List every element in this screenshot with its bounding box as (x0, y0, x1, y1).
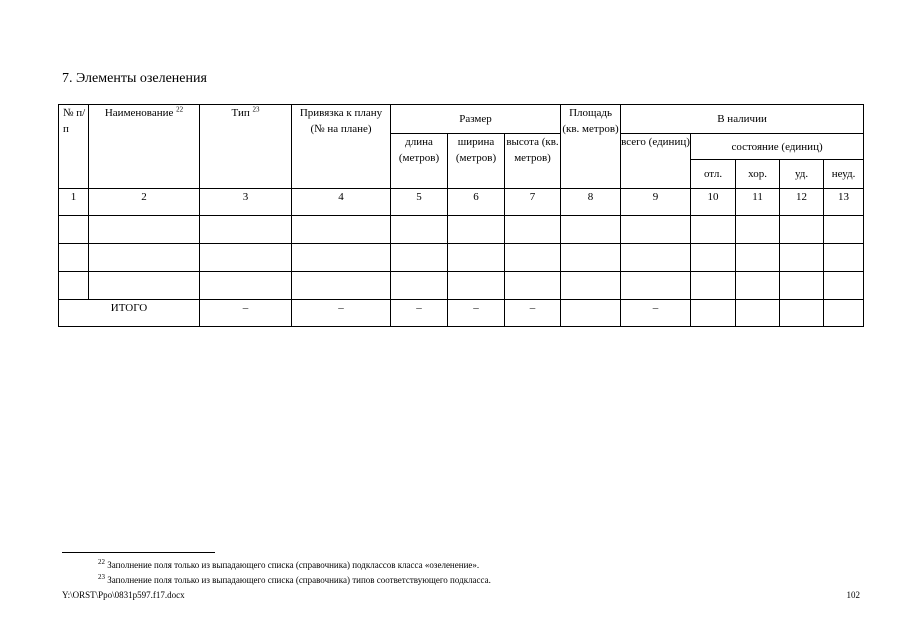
table-cell (505, 216, 561, 244)
table-cell (89, 216, 200, 244)
table-cell (780, 216, 824, 244)
column-number-cell: 6 (448, 189, 505, 216)
total-dash: – (200, 300, 292, 327)
header-width: ширина (метров) (448, 134, 505, 189)
table-cell (561, 216, 621, 244)
section-title: 7. Элементы озеленения (62, 71, 207, 86)
table-cell (691, 300, 736, 327)
footnote-23 (98, 575, 491, 585)
column-number-cell: 5 (391, 189, 448, 216)
total-dash: – (448, 300, 505, 327)
column-number-cell: 3 (200, 189, 292, 216)
greenery-table (58, 104, 864, 327)
table-cell (448, 244, 505, 272)
table-cell (824, 272, 864, 300)
table-cell (736, 244, 780, 272)
table-cell (448, 216, 505, 244)
column-number-row (59, 189, 864, 216)
column-number-cell: 8 (561, 189, 621, 216)
table-cell (89, 272, 200, 300)
table-cell (505, 244, 561, 272)
table-cell (391, 244, 448, 272)
table-cell (780, 300, 824, 327)
table-cell (200, 272, 292, 300)
column-number-cell: 12 (780, 189, 824, 216)
table-cell (736, 272, 780, 300)
table-cell (292, 244, 391, 272)
footnote-separator (62, 552, 215, 553)
table-cell (691, 272, 736, 300)
footnote-ref-22: 22 (176, 105, 184, 114)
table-cell (448, 272, 505, 300)
table-row (59, 244, 864, 272)
table-cell (561, 300, 621, 327)
header-name-label: Наименование (104, 107, 174, 119)
table-cell (621, 216, 691, 244)
table-cell (391, 216, 448, 244)
header-length: длина (метров) (391, 134, 448, 189)
header-binding: Привязка к плану (№ на плане) (292, 105, 391, 189)
table-cell (621, 244, 691, 272)
table-cell (561, 272, 621, 300)
header-good: хор. (736, 160, 780, 189)
table-cell (736, 300, 780, 327)
table-cell (824, 244, 864, 272)
total-dash: – (621, 300, 691, 327)
table-cell (292, 272, 391, 300)
table-cell (391, 272, 448, 300)
table-cell (59, 216, 89, 244)
header-condition: состояние (единиц) (691, 134, 864, 160)
table-cell (59, 244, 89, 272)
table-cell (292, 216, 391, 244)
table-cell (691, 244, 736, 272)
table-cell (200, 244, 292, 272)
table-cell (691, 216, 736, 244)
header-name (89, 105, 200, 189)
column-number-cell: 4 (292, 189, 391, 216)
header-num: № п/п (59, 105, 89, 189)
header-total-units: всего (единиц) (621, 134, 691, 189)
header-height: высота (кв. метров) (505, 134, 561, 189)
table-row (59, 216, 864, 244)
table-cell (824, 216, 864, 244)
table-cell (505, 272, 561, 300)
column-number-cell: 7 (505, 189, 561, 216)
table-cell (561, 244, 621, 272)
footnote-text: Заполнение поля только из выпадающего списка (справочника) типов соответствующего подкласса. (107, 575, 491, 585)
document-path: Y:\ORST\Ppo\0831p597.f17.docx (62, 590, 185, 600)
column-number-cell: 9 (621, 189, 691, 216)
header-excellent: отл. (691, 160, 736, 189)
header-type (200, 105, 292, 189)
total-label: ИТОГО (59, 300, 200, 327)
table-cell (780, 272, 824, 300)
column-number-cell: 10 (691, 189, 736, 216)
header-unsatisfactory: неуд. (824, 160, 864, 189)
table-cell (736, 216, 780, 244)
footnote-mark: 23 (98, 573, 105, 581)
footnote-mark: 22 (98, 558, 105, 566)
column-number-cell: 1 (59, 189, 89, 216)
header-available: В наличии (621, 105, 864, 134)
header-size: Размер (391, 105, 561, 134)
column-number-cell: 2 (89, 189, 200, 216)
table-cell (200, 216, 292, 244)
page-number: 102 (846, 590, 860, 600)
table-row (59, 272, 864, 300)
total-dash: – (292, 300, 391, 327)
header-type-label: Тип (231, 107, 250, 119)
total-dash: – (391, 300, 448, 327)
header-satisfactory: уд. (780, 160, 824, 189)
total-row (59, 300, 864, 327)
table-cell (621, 272, 691, 300)
table-cell (59, 272, 89, 300)
footnote-ref-23: 23 (252, 105, 260, 114)
column-number-cell: 13 (824, 189, 864, 216)
table-cell (89, 244, 200, 272)
header-area: Площадь (кв. метров) (561, 105, 621, 189)
total-dash: – (505, 300, 561, 327)
table-cell (780, 244, 824, 272)
table-cell (824, 300, 864, 327)
column-number-cell: 11 (736, 189, 780, 216)
footnote-text: Заполнение поля только из выпадающего списка (справочника) подклассов класса «озеленение». (107, 560, 480, 570)
footnote-22 (98, 560, 479, 570)
